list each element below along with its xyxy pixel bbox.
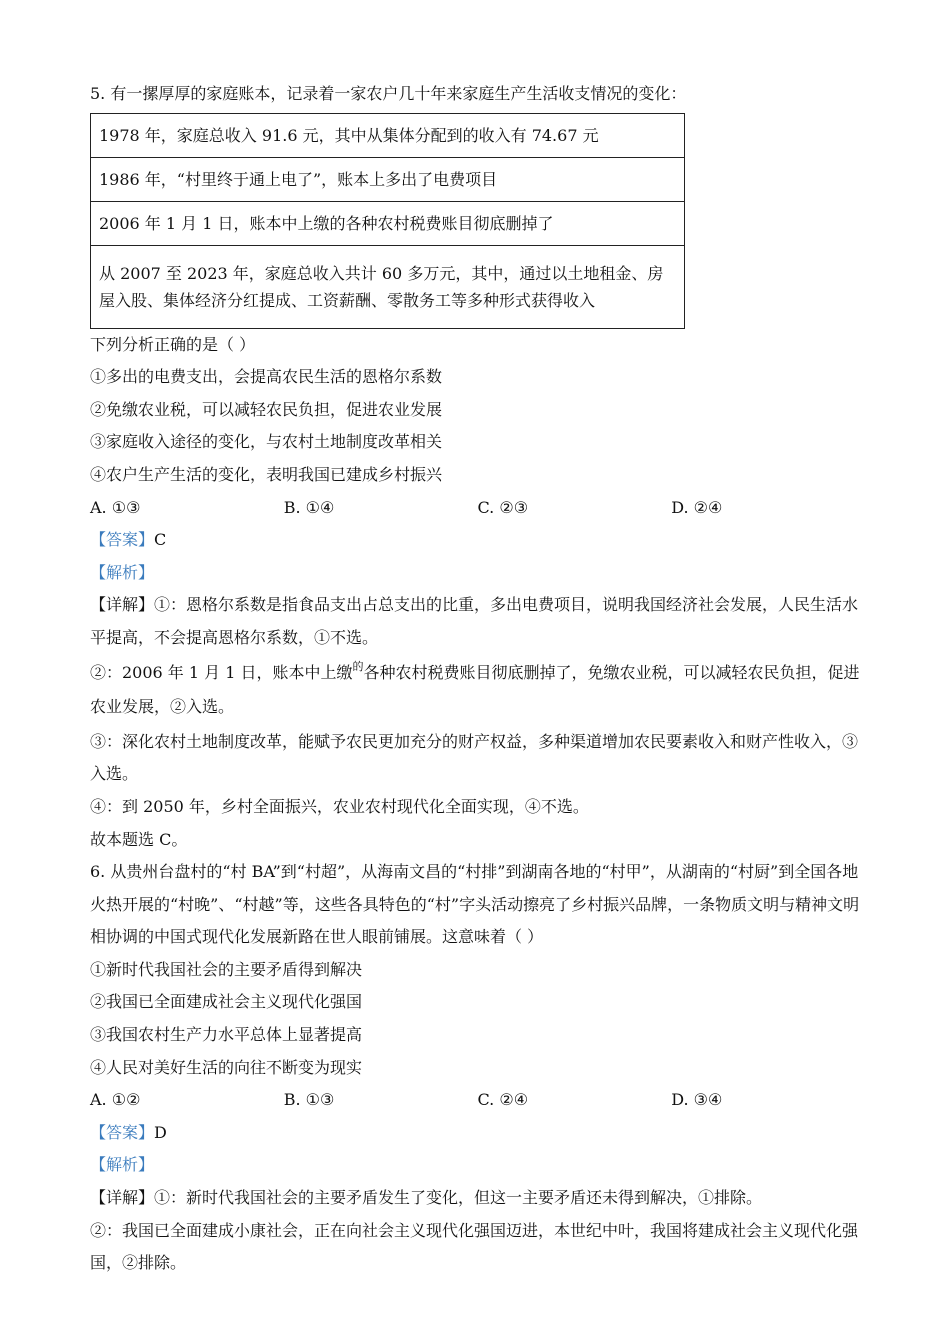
q6-item: ①新时代我国社会的主要矛盾得到解决 — [90, 959, 363, 979]
q6-detail-1 — [90, 1182, 865, 1215]
detail-label: 【详解】 — [90, 595, 155, 615]
q6-item: ③我国农村生产力水平总体上显著提高 — [90, 1025, 363, 1045]
q6-answer — [90, 1117, 865, 1150]
table-cell: 1986 年，“村里终于通上电了”，账本上多出了电费项目 — [91, 157, 685, 201]
q6-item: ④人民对美好生活的向往不断变为现实 — [90, 1057, 363, 1077]
q5-conclusion: 故本题选 C。 — [90, 829, 188, 849]
table-row — [91, 201, 685, 245]
detail-text: ①：恩格尔系数是指食品支出占总支出的比重，多出电费项目，说明我国经济社会发展，人民生活水平提高，不会提高恩格尔系数，①不选。 — [90, 595, 859, 647]
detail-text: ②：2006 年 1 月 1 日，账本中上缴 — [90, 662, 353, 682]
table-row — [91, 245, 685, 328]
option-c: C. ②③ — [477, 497, 529, 517]
q5-item: ③家庭收入途径的变化，与农村土地制度改革相关 — [90, 432, 443, 452]
q5-detail-1 — [90, 589, 865, 654]
option-b: B. ①③ — [283, 1090, 335, 1110]
q5-item: ②免缴农业税，可以减轻农民负担，促进农业发展 — [90, 399, 443, 419]
q5-detail-3: ③：深化农村土地制度改革，能赋予农民更加充分的财产权益，多种渠道增加农民要素收入和财产性收入，③入选。 — [90, 731, 859, 784]
q5-item: ④农户生产生活的变化，表明我国已建成乡村振兴 — [90, 464, 443, 484]
detail-text: ①：新时代我国社会的主要矛盾发生了变化，但这一主要矛盾还未得到解决，①排除。 — [154, 1188, 763, 1208]
q6-analysis-label: 【解析】 — [90, 1155, 155, 1175]
table-row — [91, 157, 685, 201]
detail-label: 【详解】 — [90, 1188, 155, 1208]
answer-label: 【答案】 — [90, 1122, 155, 1142]
option-a: A. ①③ — [90, 497, 141, 517]
table-cell: 2006 年 1 月 1 日，账本中上缴的各种农村税费账目彻底删掉了 — [91, 201, 685, 245]
q6-options — [90, 1084, 865, 1117]
q6-stem: 6. 从贵州台盘村的“村 BA”到“村超”，从海南文昌的“村排”到湖南各地的“村甲”，从湖南的“村厨”到全国各地火热开展的“村晚”、“村越”等，这些各具特色的“村”字头活动擦亮了乡村振兴品牌，一条物质文明与精神文明相协调的中国式现代化发展新路在世人眼前铺展。这意味着（ ） — [90, 862, 860, 947]
superscript-char: 的 — [352, 659, 364, 673]
q5-prompt: 下列分析正确的是（ ） — [90, 334, 256, 354]
q5-detail-4: ④：到 2050 年，乡村全面振兴，农业农村现代化全面实现，④不选。 — [90, 796, 589, 816]
q6-detail-2: ②：我国已全面建成小康社会，正在向社会主义现代化强国迈进，本世纪中叶，我国将建成社会主义现代化强国，②排除。 — [90, 1220, 859, 1273]
answer-value: C — [154, 530, 167, 550]
q5-stem: 5. 有一摞厚厚的家庭账本，记录着一家农户几十年来家庭生产生活收支情况的变化： — [90, 84, 687, 103]
option-d: D. ②④ — [671, 497, 723, 517]
answer-value: D — [154, 1122, 167, 1142]
table-cell: 1978 年，家庭总收入 91.6 元，其中从集体分配到的收入有 74.67 元 — [91, 113, 685, 157]
detail-text: 各种农村税费账目彻底删掉了，免缴农业税，可以减轻农民负担，促进农业发展，②入选。 — [90, 662, 860, 717]
q5-answer — [90, 524, 865, 557]
q6-item: ②我国已全面建成社会主义现代化强国 — [90, 992, 363, 1012]
q5-analysis-label: 【解析】 — [90, 562, 155, 582]
option-c: C. ②④ — [477, 1090, 529, 1110]
q5-detail-2 — [90, 657, 865, 724]
q5-options — [90, 492, 865, 525]
option-b: B. ①④ — [283, 497, 335, 517]
option-d: D. ③④ — [671, 1090, 723, 1110]
q5-ledger-table — [90, 113, 685, 329]
table-cell: 从 2007 至 2023 年，家庭总收入共计 60 多万元，其中，通过以土地租金、房屋入股、集体经济分红提成、工资薪酬、零散务工等多种形式获得收入 — [91, 245, 685, 328]
table-row — [91, 113, 685, 157]
q5-item: ①多出的电费支出，会提高农民生活的恩格尔系数 — [90, 367, 443, 387]
option-a: A. ①② — [90, 1090, 141, 1110]
answer-label: 【答案】 — [90, 530, 155, 550]
document-page — [90, 78, 865, 1280]
